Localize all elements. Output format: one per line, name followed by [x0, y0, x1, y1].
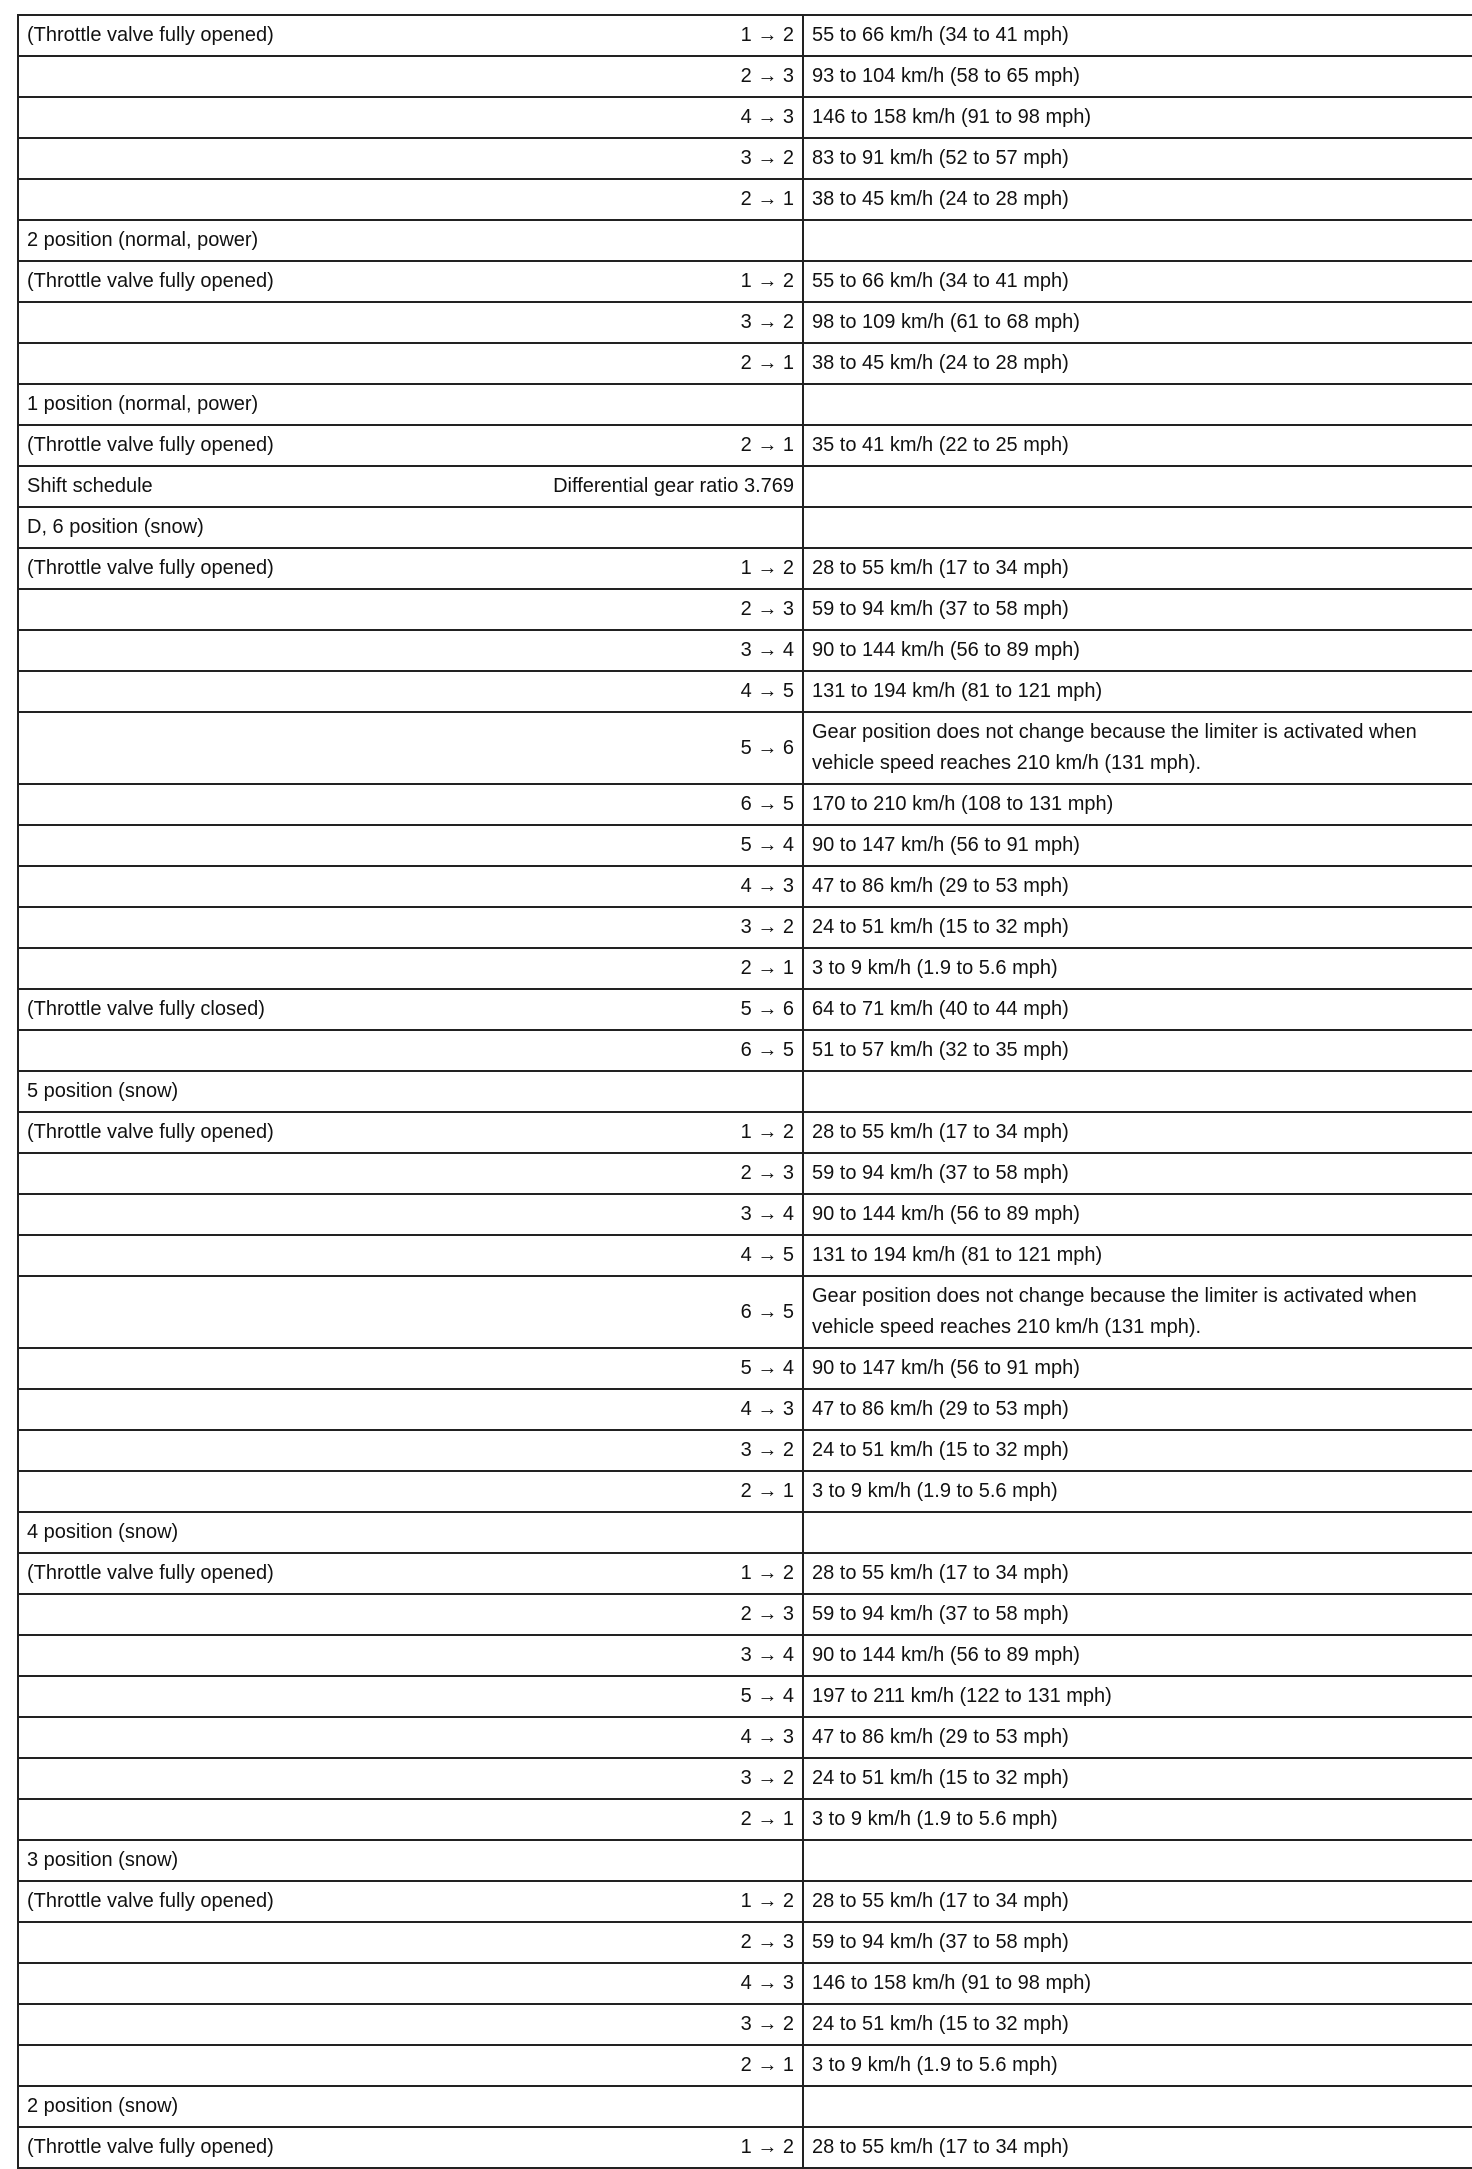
speed-value-cell: [803, 1799, 1472, 1840]
speed-value: 3 to 9 km/h (1.9 to 5.6 mph): [812, 2054, 1058, 2076]
shift-label: 3 → 2: [740, 2013, 794, 2035]
condition-cell: [18, 466, 803, 507]
shift-label: 2 → 3: [740, 598, 794, 620]
speed-value: 24 to 51 km/h (15 to 32 mph): [812, 1767, 1069, 1789]
condition-cell: [18, 1071, 803, 1112]
table-row: [18, 507, 1472, 548]
condition-label: 3 position (snow): [27, 1849, 179, 1871]
speed-value-cell: [803, 425, 1472, 466]
condition-cell: [18, 15, 803, 56]
shift-label: 3 → 4: [740, 639, 794, 661]
condition-cell: [18, 1799, 803, 1840]
speed-value: 47 to 86 km/h (29 to 53 mph): [812, 1726, 1069, 1748]
speed-value: 146 to 158 km/h (91 to 98 mph): [812, 106, 1092, 128]
speed-value-cell: [803, 1676, 1472, 1717]
condition-cell: [18, 97, 803, 138]
condition-cell: [18, 589, 803, 630]
condition-label: (Throttle valve fully closed): [27, 998, 265, 1020]
shift-label: 1 → 2: [740, 2136, 794, 2158]
speed-value: 59 to 94 km/h (37 to 58 mph): [812, 598, 1069, 620]
speed-value: 59 to 94 km/h (37 to 58 mph): [812, 1931, 1069, 1953]
speed-value-cell: [803, 1963, 1472, 2004]
table-row: [18, 1758, 1472, 1799]
table-row: [18, 302, 1472, 343]
condition-label: 2 position (snow): [27, 2095, 179, 2117]
speed-value: 28 to 55 km/h (17 to 34 mph): [812, 1121, 1069, 1143]
speed-value: 28 to 55 km/h (17 to 34 mph): [812, 1890, 1069, 1912]
condition-cell: [18, 1194, 803, 1235]
table-row: [18, 1799, 1472, 1840]
condition-cell: [18, 1963, 803, 2004]
shift-label: 2 → 3: [740, 65, 794, 87]
table-row: [18, 2086, 1472, 2127]
table-row: [18, 1112, 1472, 1153]
condition-cell: [18, 1348, 803, 1389]
table-row: [18, 1676, 1472, 1717]
speed-value: 83 to 91 km/h (52 to 57 mph): [812, 147, 1069, 169]
speed-value-cell: [803, 1153, 1472, 1194]
table-row: [18, 1153, 1472, 1194]
speed-value: 3 to 9 km/h (1.9 to 5.6 mph): [812, 1808, 1058, 1830]
condition-cell: [18, 1881, 803, 1922]
table-row: [18, 261, 1472, 302]
condition-cell: [18, 907, 803, 948]
condition-cell: [18, 1922, 803, 1963]
shift-label: 5 → 4: [740, 1685, 794, 1707]
shift-speed-table: [17, 14, 1472, 2169]
condition-cell: [18, 343, 803, 384]
speed-value-cell: [803, 2086, 1472, 2127]
speed-value: 3 to 9 km/h (1.9 to 5.6 mph): [812, 957, 1058, 979]
condition-cell: [18, 302, 803, 343]
speed-value: 28 to 55 km/h (17 to 34 mph): [812, 2136, 1069, 2158]
condition-label: D, 6 position (snow): [27, 516, 204, 538]
speed-value-cell: [803, 671, 1472, 712]
shift-label: 3 → 4: [740, 1644, 794, 1666]
shift-label: 3 → 2: [740, 1439, 794, 1461]
speed-value-cell: [803, 825, 1472, 866]
speed-value: 35 to 41 km/h (22 to 25 mph): [812, 434, 1069, 456]
shift-label: 2 → 1: [740, 1480, 794, 1502]
condition-cell: [18, 2045, 803, 2086]
shift-label: 1 → 2: [740, 270, 794, 292]
speed-value-cell: [803, 1471, 1472, 1512]
speed-value-cell: [803, 343, 1472, 384]
table-row: [18, 1963, 1472, 2004]
condition-cell: [18, 1030, 803, 1071]
condition-cell: [18, 2004, 803, 2045]
table-row: [18, 1430, 1472, 1471]
shift-label: 5 → 4: [740, 1357, 794, 1379]
table-row: [18, 866, 1472, 907]
shift-label: 4 → 3: [740, 1398, 794, 1420]
shift-label: 3 → 2: [740, 311, 794, 333]
speed-value-cell: [803, 548, 1472, 589]
condition-cell: [18, 1717, 803, 1758]
condition-label: 1 position (normal, power): [27, 393, 259, 415]
speed-value: 55 to 66 km/h (34 to 41 mph): [812, 270, 1069, 292]
speed-value: 51 to 57 km/h (32 to 35 mph): [812, 1039, 1069, 1061]
speed-value: 3 to 9 km/h (1.9 to 5.6 mph): [812, 1480, 1058, 1502]
shift-label: 1 → 2: [740, 1562, 794, 1584]
shift-label: 4 → 3: [740, 875, 794, 897]
condition-cell: [18, 825, 803, 866]
table-row: [18, 671, 1472, 712]
condition-cell: [18, 138, 803, 179]
condition-cell: [18, 784, 803, 825]
speed-value: 28 to 55 km/h (17 to 34 mph): [812, 557, 1069, 579]
table-row: [18, 1348, 1472, 1389]
shift-label: 1 → 2: [740, 24, 794, 46]
speed-value: 93 to 104 km/h (58 to 65 mph): [812, 65, 1080, 87]
condition-cell: [18, 1471, 803, 1512]
speed-value-cell: [803, 1348, 1472, 1389]
speed-value: 38 to 45 km/h (24 to 28 mph): [812, 352, 1069, 374]
speed-value-cell: [803, 1194, 1472, 1235]
speed-value: 55 to 66 km/h (34 to 41 mph): [812, 24, 1069, 46]
shift-label: 4 → 5: [740, 1244, 794, 1266]
speed-value: 64 to 71 km/h (40 to 44 mph): [812, 998, 1069, 1020]
table-row: [18, 1922, 1472, 1963]
table-row: [18, 1194, 1472, 1235]
speed-value-cell: [803, 1430, 1472, 1471]
speed-value: 24 to 51 km/h (15 to 32 mph): [812, 2013, 1069, 2035]
speed-value-cell: [803, 1512, 1472, 1553]
condition-cell: [18, 1840, 803, 1881]
speed-value: 170 to 210 km/h (108 to 131 mph): [812, 793, 1114, 815]
shift-label: 5 → 6: [740, 736, 794, 759]
speed-value: Gear position does not change because the limiter is activated when vehicle speed reaches 210 km/h (131 mph).: [812, 721, 1417, 774]
condition-cell: [18, 1112, 803, 1153]
speed-value-cell: [803, 220, 1472, 261]
condition-cell: [18, 1389, 803, 1430]
table-row: [18, 343, 1472, 384]
speed-value-cell: [803, 1840, 1472, 1881]
speed-value-cell: [803, 302, 1472, 343]
speed-value: 47 to 86 km/h (29 to 53 mph): [812, 1398, 1069, 1420]
table-row: [18, 948, 1472, 989]
table-row: [18, 384, 1472, 425]
shift-schedule-page: [17, 14, 1451, 2169]
speed-value-cell: [803, 1276, 1472, 1348]
condition-label: 5 position (snow): [27, 1080, 179, 1102]
condition-label: 4 position (snow): [27, 1521, 179, 1543]
speed-value-cell: [803, 1881, 1472, 1922]
condition-label: (Throttle valve fully opened): [27, 1890, 274, 1912]
table-row: [18, 825, 1472, 866]
speed-value-cell: [803, 1030, 1472, 1071]
table-row: [18, 1553, 1472, 1594]
table-row: [18, 2004, 1472, 2045]
speed-value-cell: [803, 948, 1472, 989]
table-row: [18, 1717, 1472, 1758]
condition-cell: [18, 989, 803, 1030]
condition-cell: [18, 1676, 803, 1717]
table-row: [18, 784, 1472, 825]
condition-cell: [18, 1276, 803, 1348]
shift-label: 6 → 5: [740, 793, 794, 815]
table-row: [18, 138, 1472, 179]
table-row: [18, 1594, 1472, 1635]
table-row: [18, 1881, 1472, 1922]
table-row: [18, 907, 1472, 948]
speed-value-cell: [803, 384, 1472, 425]
table-row: [18, 1071, 1472, 1112]
speed-value: 90 to 147 km/h (56 to 91 mph): [812, 834, 1080, 856]
speed-value-cell: [803, 784, 1472, 825]
condition-cell: [18, 1594, 803, 1635]
condition-cell: [18, 2127, 803, 2168]
condition-cell: [18, 425, 803, 466]
speed-value-cell: [803, 1635, 1472, 1676]
speed-value-cell: [803, 989, 1472, 1030]
speed-value-cell: [803, 507, 1472, 548]
condition-label: 2 position (normal, power): [27, 229, 259, 251]
shift-label: 1 → 2: [740, 1121, 794, 1143]
speed-value-cell: [803, 261, 1472, 302]
shift-label: 3 → 4: [740, 1203, 794, 1225]
speed-value: 24 to 51 km/h (15 to 32 mph): [812, 916, 1069, 938]
condition-cell: [18, 671, 803, 712]
speed-value-cell: [803, 138, 1472, 179]
shift-label: 3 → 2: [740, 147, 794, 169]
table-row: [18, 1512, 1472, 1553]
table-row: [18, 548, 1472, 589]
shift-label: 1 → 2: [740, 557, 794, 579]
shift-label: 2 → 1: [740, 957, 794, 979]
speed-value-cell: [803, 179, 1472, 220]
shift-label: 4 → 3: [740, 106, 794, 128]
speed-value: Gear position does not change because the limiter is activated when vehicle speed reaches 210 km/h (131 mph).: [812, 1285, 1417, 1338]
shift-label: 2 → 3: [740, 1603, 794, 1625]
shift-label: 2 → 1: [740, 1808, 794, 1830]
speed-value-cell: [803, 15, 1472, 56]
shift-label: 4 → 3: [740, 1972, 794, 1994]
condition-cell: [18, 548, 803, 589]
speed-value-cell: [803, 907, 1472, 948]
condition-cell: [18, 384, 803, 425]
condition-label: (Throttle valve fully opened): [27, 270, 274, 292]
condition-cell: [18, 1235, 803, 1276]
shift-label: 2 → 3: [740, 1162, 794, 1184]
speed-value-cell: [803, 1071, 1472, 1112]
condition-cell: [18, 630, 803, 671]
speed-value: 24 to 51 km/h (15 to 32 mph): [812, 1439, 1069, 1461]
shift-label: 5 → 4: [740, 834, 794, 856]
speed-value: 131 to 194 km/h (81 to 121 mph): [812, 680, 1103, 702]
condition-cell: [18, 1635, 803, 1676]
table-row: [18, 97, 1472, 138]
speed-value: 59 to 94 km/h (37 to 58 mph): [812, 1603, 1069, 1625]
speed-value-cell: [803, 97, 1472, 138]
speed-value-cell: [803, 1922, 1472, 1963]
condition-cell: [18, 507, 803, 548]
condition-cell: [18, 56, 803, 97]
speed-value: 90 to 144 km/h (56 to 89 mph): [812, 639, 1080, 661]
speed-value: 98 to 109 km/h (61 to 68 mph): [812, 311, 1080, 333]
table-body: [18, 15, 1472, 2168]
table-row: [18, 1471, 1472, 1512]
condition-label: Shift schedule: [27, 475, 153, 497]
condition-label: (Throttle valve fully opened): [27, 557, 274, 579]
speed-value: 59 to 94 km/h (37 to 58 mph): [812, 1162, 1069, 1184]
speed-value-cell: [803, 56, 1472, 97]
shift-label: 2 → 1: [740, 434, 794, 456]
table-row: [18, 1389, 1472, 1430]
shift-label: 2 → 3: [740, 1931, 794, 1953]
condition-cell: [18, 712, 803, 784]
speed-value: 90 to 144 km/h (56 to 89 mph): [812, 1203, 1080, 1225]
condition-label: (Throttle valve fully opened): [27, 24, 274, 46]
speed-value-cell: [803, 1594, 1472, 1635]
speed-value-cell: [803, 2004, 1472, 2045]
condition-label: (Throttle valve fully opened): [27, 1121, 274, 1143]
table-row: [18, 466, 1472, 507]
speed-value-cell: [803, 2127, 1472, 2168]
speed-value: 146 to 158 km/h (91 to 98 mph): [812, 1972, 1092, 1994]
table-row: [18, 1635, 1472, 1676]
condition-cell: [18, 866, 803, 907]
shift-label: 6 → 5: [740, 1039, 794, 1061]
table-row: [18, 179, 1472, 220]
table-row: [18, 1235, 1472, 1276]
speed-value-cell: [803, 1389, 1472, 1430]
speed-value-cell: [803, 1235, 1472, 1276]
speed-value-cell: [803, 712, 1472, 784]
speed-value: 197 to 211 km/h (122 to 131 mph): [812, 1685, 1112, 1707]
table-row: [18, 15, 1472, 56]
shift-label: 2 → 1: [740, 188, 794, 210]
condition-label: (Throttle valve fully opened): [27, 434, 274, 456]
shift-label: 1 → 2: [740, 1890, 794, 1912]
condition-cell: [18, 1512, 803, 1553]
speed-value-cell: [803, 2045, 1472, 2086]
condition-cell: [18, 220, 803, 261]
table-row: [18, 1276, 1472, 1348]
condition-cell: [18, 1153, 803, 1194]
shift-label: 5 → 6: [740, 998, 794, 1020]
speed-value-cell: [803, 589, 1472, 630]
speed-value: 38 to 45 km/h (24 to 28 mph): [812, 188, 1069, 210]
table-row: [18, 425, 1472, 466]
table-row: [18, 2127, 1472, 2168]
condition-cell: [18, 2086, 803, 2127]
shift-label: 2 → 1: [740, 2054, 794, 2076]
table-row: [18, 56, 1472, 97]
table-row: [18, 589, 1472, 630]
shift-label: 3 → 2: [740, 1767, 794, 1789]
shift-label: Differential gear ratio 3.769: [553, 475, 794, 497]
speed-value: 90 to 147 km/h (56 to 91 mph): [812, 1357, 1080, 1379]
speed-value: 47 to 86 km/h (29 to 53 mph): [812, 875, 1069, 897]
condition-cell: [18, 179, 803, 220]
condition-cell: [18, 1430, 803, 1471]
table-row: [18, 1030, 1472, 1071]
condition-label: (Throttle valve fully opened): [27, 1562, 274, 1584]
condition-cell: [18, 1553, 803, 1594]
speed-value: 131 to 194 km/h (81 to 121 mph): [812, 1244, 1103, 1266]
shift-label: 3 → 2: [740, 916, 794, 938]
table-row: [18, 630, 1472, 671]
speed-value-cell: [803, 1553, 1472, 1594]
condition-cell: [18, 261, 803, 302]
condition-label: (Throttle valve fully opened): [27, 2136, 274, 2158]
speed-value-cell: [803, 1717, 1472, 1758]
speed-value-cell: [803, 866, 1472, 907]
condition-cell: [18, 1758, 803, 1799]
shift-label: 4 → 5: [740, 680, 794, 702]
speed-value-cell: [803, 630, 1472, 671]
table-row: [18, 1840, 1472, 1881]
speed-value: 28 to 55 km/h (17 to 34 mph): [812, 1562, 1069, 1584]
table-row: [18, 220, 1472, 261]
condition-cell: [18, 948, 803, 989]
speed-value-cell: [803, 466, 1472, 507]
table-row: [18, 989, 1472, 1030]
table-row: [18, 712, 1472, 784]
table-row: [18, 2045, 1472, 2086]
speed-value-cell: [803, 1758, 1472, 1799]
shift-label: 4 → 3: [740, 1726, 794, 1748]
speed-value-cell: [803, 1112, 1472, 1153]
speed-value: 90 to 144 km/h (56 to 89 mph): [812, 1644, 1080, 1666]
shift-label: 2 → 1: [740, 352, 794, 374]
shift-label: 6 → 5: [740, 1300, 794, 1323]
